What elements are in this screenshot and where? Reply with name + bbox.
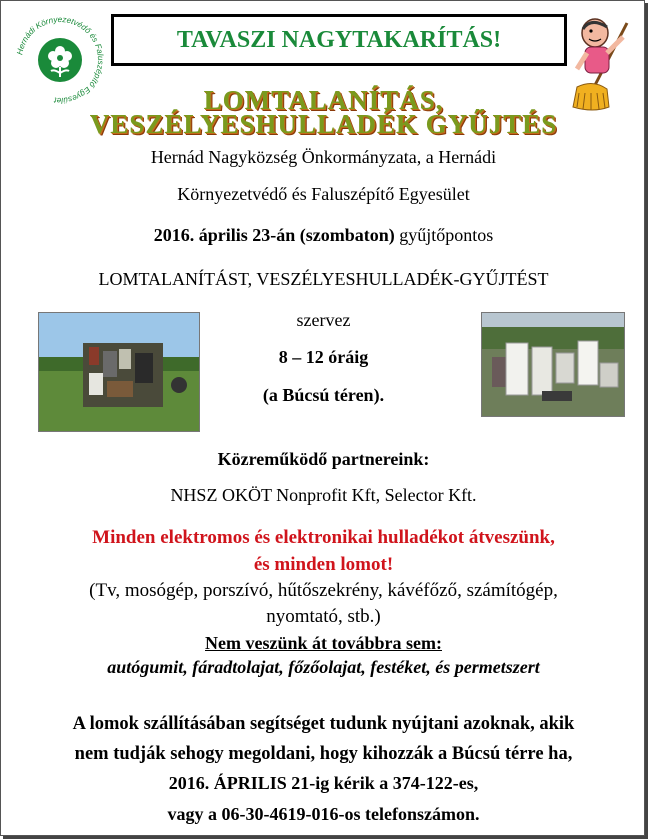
partners-heading: Közreműködő partnereink: [217,449,430,469]
intro-line-1: Hernád Nagyközség Önkormányzata, a Hernádi [150,147,497,167]
headline-line-2: VESZÉLYESHULLADÉK GYŰJTÉS [89,109,558,139]
logo-text: Hernádi Környezetvédő és Faluszépítő Egyesület [15,14,106,106]
event-place: (a Búcsú téren). [262,385,385,405]
organizes-text: szervez [296,310,351,330]
examples-line-1: (Tv, mosógép, porszívó, hűtőszekrény, kávéfőző, számítógép, [89,580,558,601]
not-accepted-heading: Nem veszünk át továbbra sem: [205,633,442,653]
event-name: LOMTALANÍTÁST, VESZÉLYESHULLADÉK-GYŰJTÉST [98,269,549,289]
intro-line-2: Környezetvédő és Faluszépítő Egyesület [177,184,470,204]
help-line-2: nem tudják sehogy megoldani, hogy kihozzák a Búcsú térre ha, [74,744,573,764]
date-line [1,225,646,246]
examples-line-2: nyomtató, stb.) [266,606,381,627]
help-line-1: A lomok szállításában segítséget tudunk nyújtani azoknak, akik [72,714,575,734]
page-title: TAVASZI NAGYTAKARÍTÁS! [111,14,567,66]
headline-line-1: LOMTALANÍTÁS, [203,85,444,115]
not-accepted-list: autógumit, fáradtolajat, főzőolajat, festéket, és permetszert [107,657,540,677]
event-date: 2016. április 23-án (szombaton) [153,225,395,245]
date-suffix: gyűjtőpontos [394,225,494,245]
help-line-3: 2016. ÁPRILIS 21-ig kérik a 374-122-es, [168,773,479,793]
accepted-line-2: és minden lomot! [253,554,394,575]
event-time: 8 – 12 óráig [278,347,369,367]
help-line-4: vagy a 06-30-4619-016-os telefonszámon. [167,804,480,824]
partners-list: NHSZ OKÖT Nonprofit Kft, Selector Kft. [170,485,477,505]
accepted-line-1: Minden elektromos és elektronikai hulladékot átveszünk, [92,527,555,548]
